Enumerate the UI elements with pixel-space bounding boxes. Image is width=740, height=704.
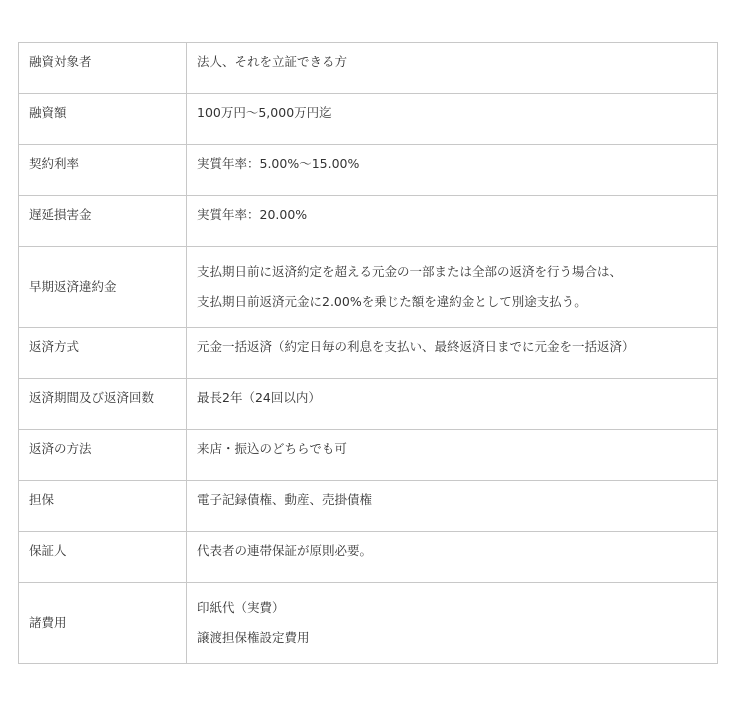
table-row-repayment-method bbox=[19, 328, 718, 379]
row-value bbox=[187, 430, 718, 481]
row-value-line: 100万円～5,000万円迄 bbox=[197, 105, 332, 120]
table-row-early-repayment-penalty bbox=[19, 247, 718, 328]
table-row-guarantor bbox=[19, 532, 718, 583]
row-value-line: 最長2年（24回以内） bbox=[197, 390, 321, 405]
row-value bbox=[187, 328, 718, 379]
row-value bbox=[187, 379, 718, 430]
table-row-payment-way bbox=[19, 430, 718, 481]
row-label: 返済期間及び返済回数 bbox=[19, 379, 187, 430]
row-value-line: 電子記録債権、動産、売掛債権 bbox=[197, 492, 373, 507]
row-label: 契約利率 bbox=[19, 145, 187, 196]
row-label: 保証人 bbox=[19, 532, 187, 583]
row-label: 早期返済違約金 bbox=[19, 247, 187, 328]
row-label: 融資対象者 bbox=[19, 43, 187, 94]
row-value-line: 来店・振込のどちらでも可 bbox=[197, 441, 347, 456]
row-value bbox=[187, 145, 718, 196]
table-row-loan-amount bbox=[19, 94, 718, 145]
row-value bbox=[187, 481, 718, 532]
table-row-collateral bbox=[19, 481, 718, 532]
row-value bbox=[187, 583, 718, 664]
row-value-line: 代表者の連帯保証が原則必要。 bbox=[197, 543, 373, 558]
row-value bbox=[187, 43, 718, 94]
row-value-line: 実質年率：20.00% bbox=[197, 207, 308, 222]
row-label: 返済方式 bbox=[19, 328, 187, 379]
table-row-interest-rate bbox=[19, 145, 718, 196]
row-label: 諸費用 bbox=[19, 583, 187, 664]
loan-terms-table bbox=[18, 42, 718, 664]
row-value-line: 支払期日前に返済約定を超える元金の一部または全部の返済を行う場合は、 bbox=[197, 264, 623, 279]
row-value-line: 支払期日前返済元金に2.00%を乗じた額を違約金として別途支払う。 bbox=[197, 294, 587, 309]
row-label: 遅延損害金 bbox=[19, 196, 187, 247]
row-label: 返済の方法 bbox=[19, 430, 187, 481]
row-value-line: 元金一括返済（約定日毎の利息を支払い、最終返済日までに元金を一括返済） bbox=[197, 339, 635, 354]
table-row-repayment-period bbox=[19, 379, 718, 430]
row-label: 担保 bbox=[19, 481, 187, 532]
table-row-late-charge bbox=[19, 196, 718, 247]
row-value-line: 譲渡担保権設定費用 bbox=[197, 630, 310, 645]
row-value bbox=[187, 247, 718, 328]
row-value-line: 印紙代（実費） bbox=[197, 600, 285, 615]
row-label: 融資額 bbox=[19, 94, 187, 145]
row-value bbox=[187, 196, 718, 247]
table-row-expenses bbox=[19, 583, 718, 664]
table-row-borrower bbox=[19, 43, 718, 94]
row-value-line: 法人、それを立証できる方 bbox=[197, 54, 348, 69]
row-value bbox=[187, 94, 718, 145]
row-value bbox=[187, 532, 718, 583]
row-value-line: 実質年率：5.00%～15.00% bbox=[197, 156, 360, 171]
